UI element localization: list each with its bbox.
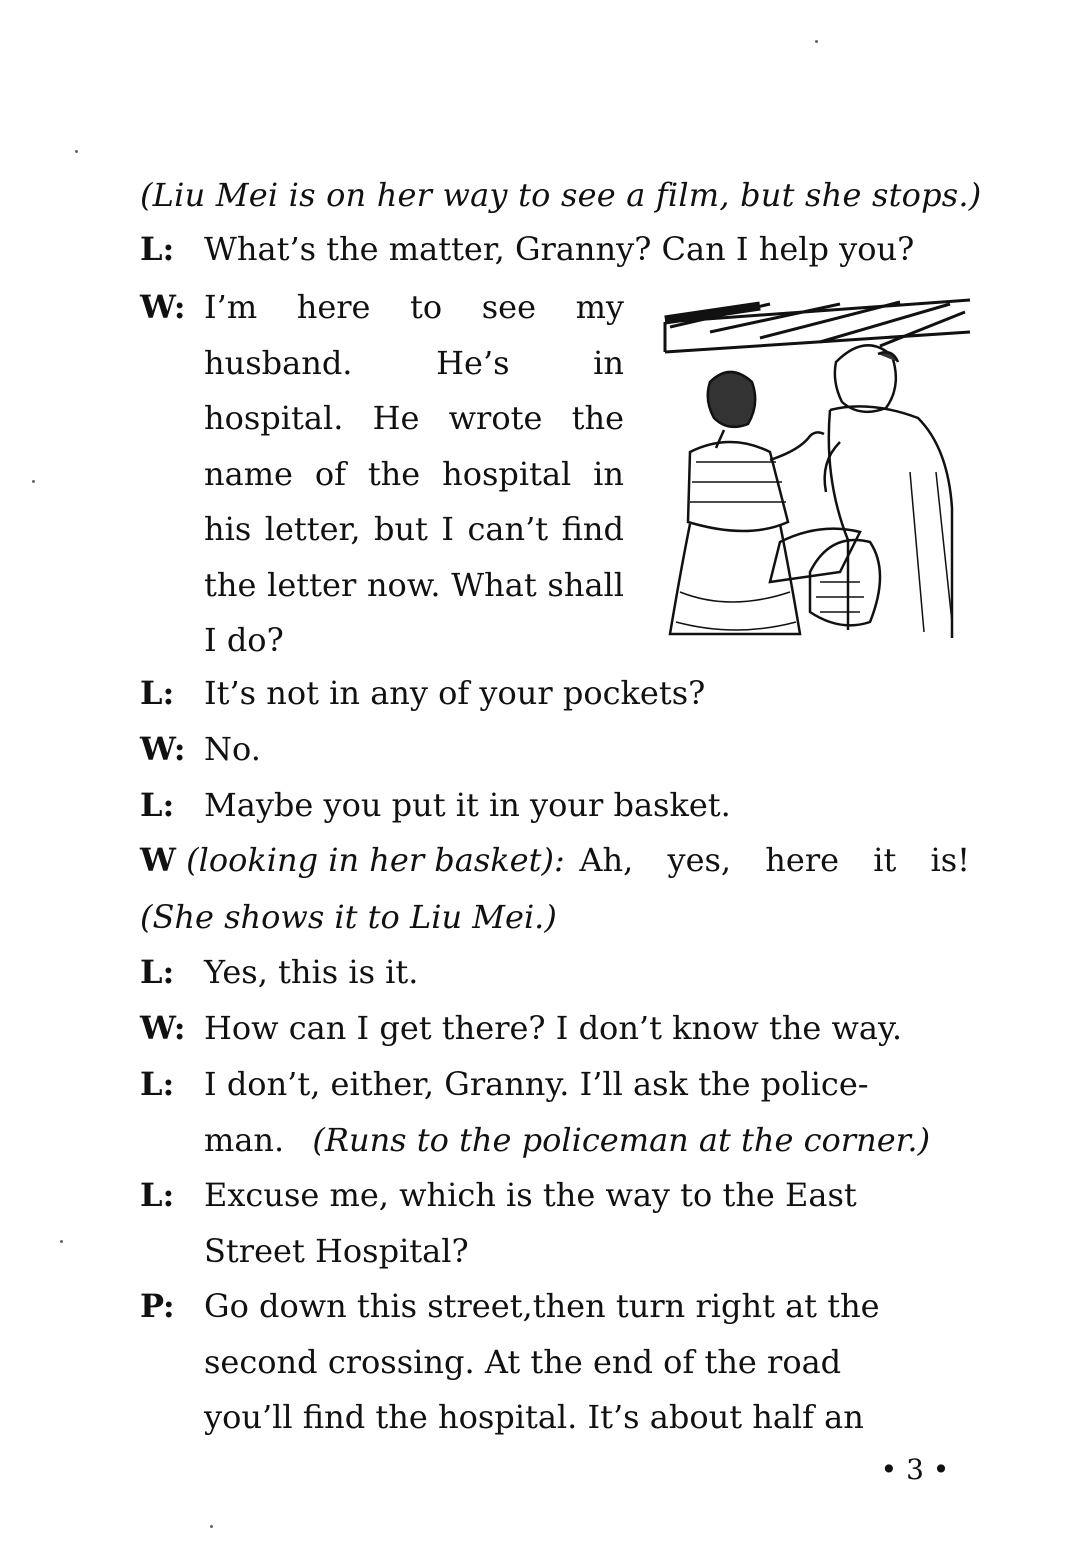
dialogue-line-w4 (140, 1001, 970, 1055)
dialogue-text: Ah, yes, here it is! (579, 841, 970, 879)
illustration-girl-and-granny (650, 292, 980, 647)
stage-direction-shows-letter: (She shows it to Liu Mei.) (140, 898, 557, 936)
speaker-label: L: (140, 230, 175, 268)
speaker-label: W: (140, 730, 186, 768)
dialogue-line-l4 (140, 945, 970, 999)
print-speck (815, 40, 818, 43)
dialogue-line-l2 (140, 666, 970, 720)
stage-direction-opening: (Liu Mei is on her way to see a film, but she stops.) (140, 176, 982, 214)
speaker-label: W: (140, 1009, 186, 1047)
dialogue-text: Excuse me, which is the way to the East (204, 1176, 857, 1214)
print-speck (75, 150, 78, 153)
print-speck (32, 480, 35, 483)
dialogue-text: It’s not in any of your pockets? (204, 674, 706, 712)
dialogue-line-w2 (140, 722, 970, 776)
dialogue-line-l5 (140, 1057, 970, 1111)
page-number: • 3 • (880, 1453, 950, 1486)
speaker-label: L: (140, 1176, 175, 1214)
print-speck (60, 1240, 63, 1243)
dialogue-line-l6-cont: Street Hospital? (204, 1232, 469, 1270)
dialogue-line-l1 (140, 222, 970, 276)
speaker-label: W: (140, 288, 186, 326)
speaker-label: L: (140, 786, 175, 824)
stage-direction-inline: (Runs to the policeman at the corner.) (312, 1121, 931, 1159)
dialogue-line-w3 (140, 833, 970, 887)
dialogue-text: No. (204, 730, 261, 768)
dialogue-text: Yes, this is it. (204, 953, 419, 991)
dialogue-text: Go down this street,then turn right at the (204, 1287, 880, 1325)
dialogue-line-p1-cont-1: second crossing. At the end of the road (204, 1343, 842, 1381)
speaker-label: P: (140, 1287, 175, 1325)
speaker-label: W (140, 841, 176, 879)
speaker-label: L: (140, 953, 175, 991)
dialogue-text: How can I get there? I don’t know the way. (204, 1009, 902, 1047)
dialogue-text: What’s the matter, Granny? Can I help you? (204, 230, 915, 268)
speaker-label: L: (140, 1065, 175, 1103)
stage-direction-inline: (looking in her basket): (186, 841, 565, 879)
dialogue-line-l5-cont (204, 1113, 970, 1167)
dialogue-line-p1-cont-2: you’ll find the hospital. It’s about half an (204, 1398, 864, 1436)
dialogue-line-l3 (140, 778, 970, 832)
dialogue-line-p1 (140, 1279, 970, 1333)
dialogue-text: man. (204, 1121, 285, 1159)
print-speck (210, 1525, 213, 1528)
dialogue-text: I don’t, either, Granny. I’ll ask the police- (204, 1065, 869, 1103)
speaker-label: L: (140, 674, 175, 712)
dialogue-line-l6 (140, 1168, 970, 1222)
dialogue-text: Maybe you put it in your basket. (204, 786, 731, 824)
dialogue-text-w1: I’m here to see my husband. He’s in hospital. He wrote the name of the hospital in his letter, but I can’t find the letter now. What shall I do? (204, 288, 624, 659)
